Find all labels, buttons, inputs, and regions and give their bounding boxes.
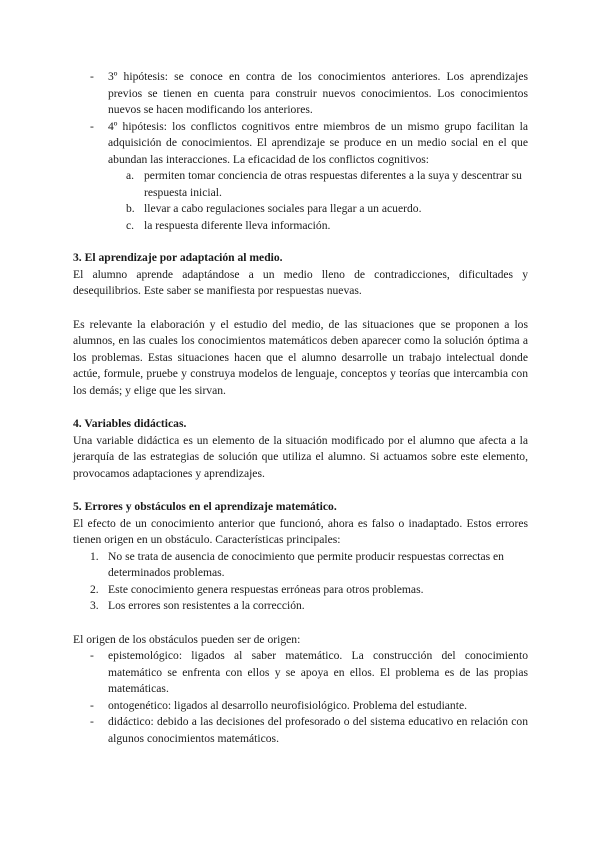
list-marker: 3.	[90, 599, 99, 612]
list-item	[73, 648, 528, 698]
hypothesis-4-text: 4º hipótesis: los conflictos cognitivos entre miembros de un mismo grupo facilitan la adquisición de conocimientos. El aprendizaje se produce en un medio social en el que abundan las interacciones. La eficacidad de los conflictos cognitivos:	[108, 119, 528, 166]
list-item-text: Los errores son resistentes a la corrección.	[108, 599, 305, 612]
list-item	[73, 69, 528, 119]
list-item-text: ontogenético: ligados al desarrollo neurofisiológico. Problema del estudiante.	[108, 698, 467, 712]
origin-intro: El origen de los obstáculos pueden ser de origen:	[73, 632, 301, 646]
list-item	[73, 218, 528, 235]
conflict-effects-list	[73, 168, 528, 234]
list-item-text: la respuesta diferente lleva información.	[144, 218, 331, 232]
list-item	[73, 714, 528, 747]
list-item-text: Este conocimiento genera respuestas erróneas para otros problemas.	[108, 582, 424, 596]
list-item	[73, 582, 528, 599]
hypothesis-3-text: 3º hipótesis: se conoce en contra de los conocimientos anteriores. Los aprendizajes previos se tienen en cuenta para construir nuevos conocimientos. Los conocimientos nuevos se hacen modificando los anteriores.	[108, 70, 528, 116]
list-item-text: No se trata de ausencia de conocimiento que permite producir respuestas correctas en determinados problemas.	[108, 549, 504, 579]
section-4-heading: 4. Variables didácticas.	[73, 417, 187, 430]
list-marker: -	[90, 649, 94, 662]
list-item	[73, 549, 528, 582]
section-5-paragraph-1: El efecto de un conocimiento anterior que funcionó, ahora es falso o inadaptado. Estos errores tienen origen en un obstáculo. Características principales:	[73, 516, 528, 546]
list-marker: b.	[126, 202, 135, 215]
list-item	[73, 598, 528, 615]
document-page	[73, 69, 528, 747]
list-item	[73, 201, 528, 218]
list-marker: -	[90, 698, 94, 712]
hypotheses-list	[73, 69, 528, 168]
list-item-text: didáctico: debido a las decisiones del profesorado o del sistema educativo en relación con algunos conocimientos matemáticos.	[108, 715, 528, 745]
list-item	[73, 119, 528, 169]
section-3-heading: 3. El aprendizaje por adaptación al medio.	[73, 251, 283, 264]
origins-list	[73, 648, 528, 747]
list-item	[73, 168, 528, 201]
section-4-paragraph-1: Una variable didáctica es un elemento de la situación modificado por el alumno que afecta a la jerarquía de las estrategias de solución que utiliza el alumno. Si actuamos sobre este elemento, provocamos adaptaciones y aprendizajes.	[73, 433, 528, 480]
list-marker: c.	[126, 218, 135, 232]
list-marker: -	[90, 70, 94, 83]
list-marker: 2.	[90, 582, 99, 596]
list-marker: -	[90, 715, 94, 728]
characteristics-list	[73, 549, 528, 615]
list-marker: a.	[126, 169, 135, 182]
list-item-text: epistemológico: ligados al saber matemático. La construcción del conocimiento matemático se enfrenta con ellos y se apoya en ellos. El problema es de las propias matemáticas.	[108, 649, 528, 695]
list-item-text: llevar a cabo regulaciones sociales para llegar a un acuerdo.	[144, 202, 422, 215]
section-3-paragraph-1: El alumno aprende adaptándose a un medio lleno de contradicciones, dificultades y desequilibrios. Este saber se manifiesta por respuestas nuevas.	[73, 267, 528, 297]
list-marker: 1.	[90, 549, 99, 563]
list-item-text: permiten tomar conciencia de otras respuestas diferentes a la suya y descentrar su respuesta inicial.	[144, 169, 522, 199]
section-5-heading: 5. Errores y obstáculos en el aprendizaje matemático.	[73, 500, 337, 513]
section-3-paragraph-2: Es relevante la elaboración y el estudio del medio, de las situaciones que se proponen a los alumnos, en las cuales los conocimientos matemáticos deben aparecer como la solución óptima a los problemas. Estas situaciones hacen que el alumno desarrolle un trabajo intelectual donde actúe, formule, pruebe y construya modelos de lenguaje, conceptos y teorías que intercambia con los demás; y elige que les sirvan.	[73, 317, 528, 397]
list-marker: -	[90, 119, 94, 133]
list-item	[73, 698, 528, 715]
